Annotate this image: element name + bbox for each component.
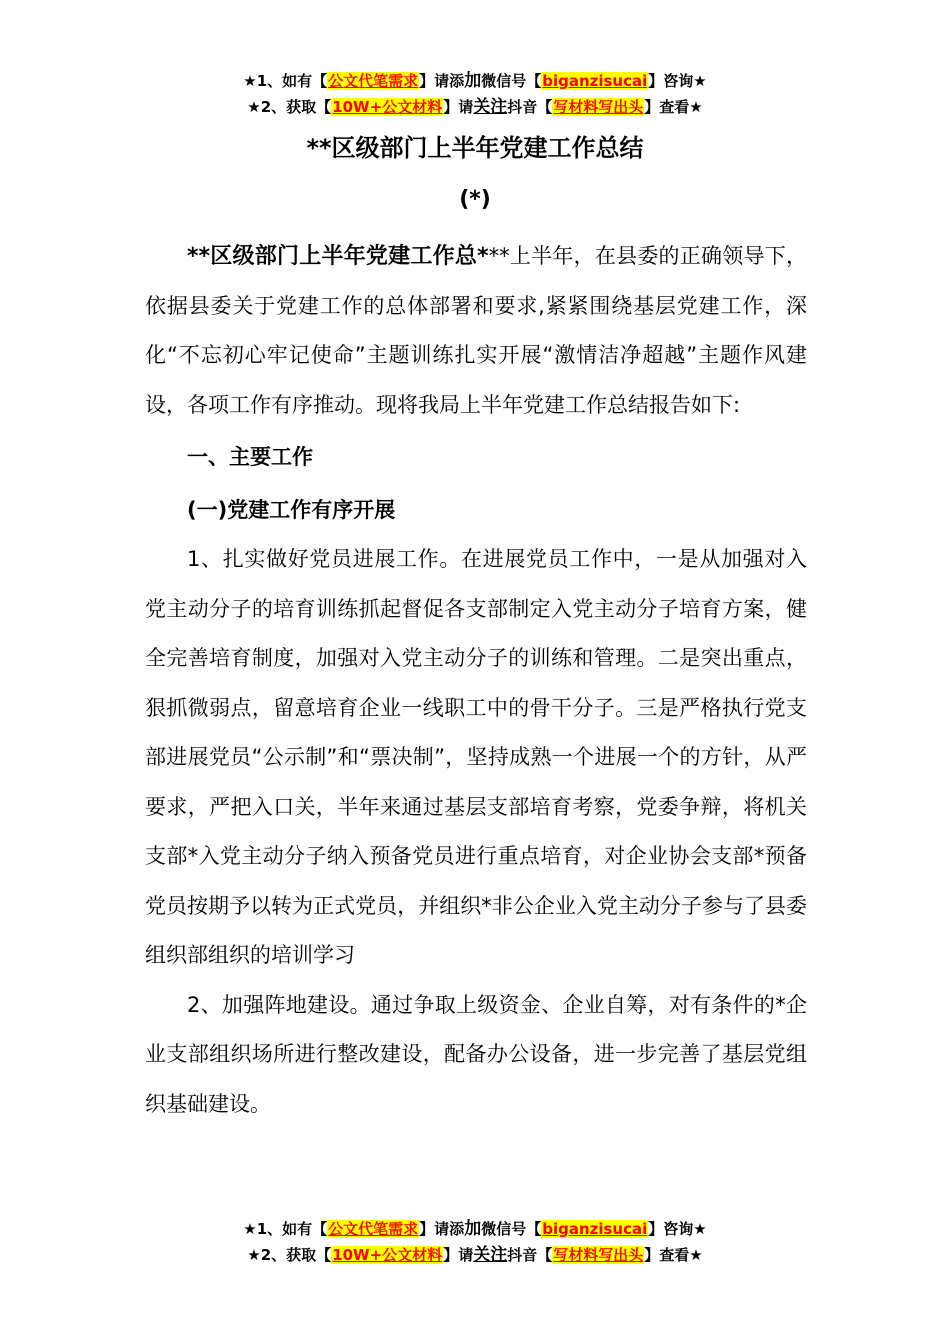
highlight-douyin: 写材料写出头 (553, 98, 644, 116)
intro-text: **上半年，在县委的正确领导下，依据县委关于党建工作的总体部署和要求,紧紧围绕基层党建工作，深化“不忘初心牢记使命”主题训练扎实开展“激情洁净超越”主题作风建设，各项工作有序推动。现将我局上半年党建工作总结报告如下: (145, 244, 808, 417)
banner-line-2 (0, 1242, 950, 1268)
document-title: **区级部门上半年党建工作总结 (306, 134, 644, 162)
banner-text: ★2、获取【 (247, 1246, 332, 1264)
highlight-wechat-id: biganzisucai (542, 72, 648, 90)
banner-line-1 (0, 68, 950, 94)
banner-text: 】请 (443, 1246, 474, 1264)
banner-text: 】咨询★ (648, 72, 707, 90)
banner-emphasis: 关注 (473, 97, 508, 117)
banner-text: 抖音【 (507, 1246, 553, 1264)
banner-emphasis: 关注 (473, 1245, 508, 1265)
document-subtitle: (*) (459, 187, 491, 212)
highlight-wechat-id: biganzisucai (542, 1220, 648, 1238)
highlight-service: 公文代笔需求 (328, 1220, 419, 1238)
banner-text: 抖音【 (507, 98, 553, 116)
subsection-heading: (一)党建工作有序开展 (187, 497, 396, 522)
banner-text: 微信号【 (481, 1220, 542, 1238)
banner-text: 】咨询★ (648, 1220, 707, 1238)
highlight-materials: 10W+公文材料 (332, 1246, 443, 1264)
intro-paragraph (145, 232, 807, 430)
highlight-materials: 10W+公文材料 (332, 98, 443, 116)
document-body (145, 232, 807, 1129)
highlight-service: 公文代笔需求 (328, 72, 419, 90)
banner-text: ★2、获取【 (247, 98, 332, 116)
body-paragraph: 1、扎实做好党员进展工作。在进展党员工作中，一是从加强对入党主动分子的培育训练抓起督促各支部制定入党主动分子培育方案，健全完善培育制度，加强对入党主动分子的训练和管理。二是突出重点，狠抓微弱点，留意培育企业一线职工中的骨干分子。三是严格执行党支部进展党员“公示制”和“票决制”，坚持成熟一个进展一个的方针，从严要求，严把入口关，半年来通过基层支部培育考察，党委争辩，将机关支部*入党主动分子纳入预备党员进行重点培育，对企业协会支部*预备党员按期予以转为正式党员，并组织*非公企业入党主动分子参与了县委组织部组织的培训学习 (145, 547, 807, 967)
banner-text: 】查看★ (644, 1246, 703, 1264)
banner-text: 】请添 (419, 1220, 465, 1238)
banner-emphasis: 加 (464, 1219, 482, 1239)
banner-text: ★1、如有【 (243, 72, 328, 90)
banner-text: 】请 (443, 98, 474, 116)
header-banner (0, 68, 950, 120)
banner-text: ★1、如有【 (243, 1220, 328, 1238)
section-heading: 一、主要工作 (187, 445, 313, 469)
banner-text: 微信号【 (481, 72, 542, 90)
banner-text: 】请添 (419, 72, 465, 90)
footer-banner (0, 1216, 950, 1268)
banner-text: 】查看★ (644, 98, 703, 116)
banner-emphasis: 加 (464, 71, 482, 91)
body-paragraph: 2、加强阵地建设。通过争取上级资金、企业自筹，对有条件的*企业支部组织场所进行整改建设，配备办公设备，进一步完善了基层党组织基础建设。 (145, 992, 807, 1116)
banner-line-1 (0, 1216, 950, 1242)
intro-lead: **区级部门上半年党建工作总* (187, 244, 489, 269)
banner-line-2 (0, 94, 950, 120)
highlight-douyin: 写材料写出头 (553, 1246, 644, 1264)
